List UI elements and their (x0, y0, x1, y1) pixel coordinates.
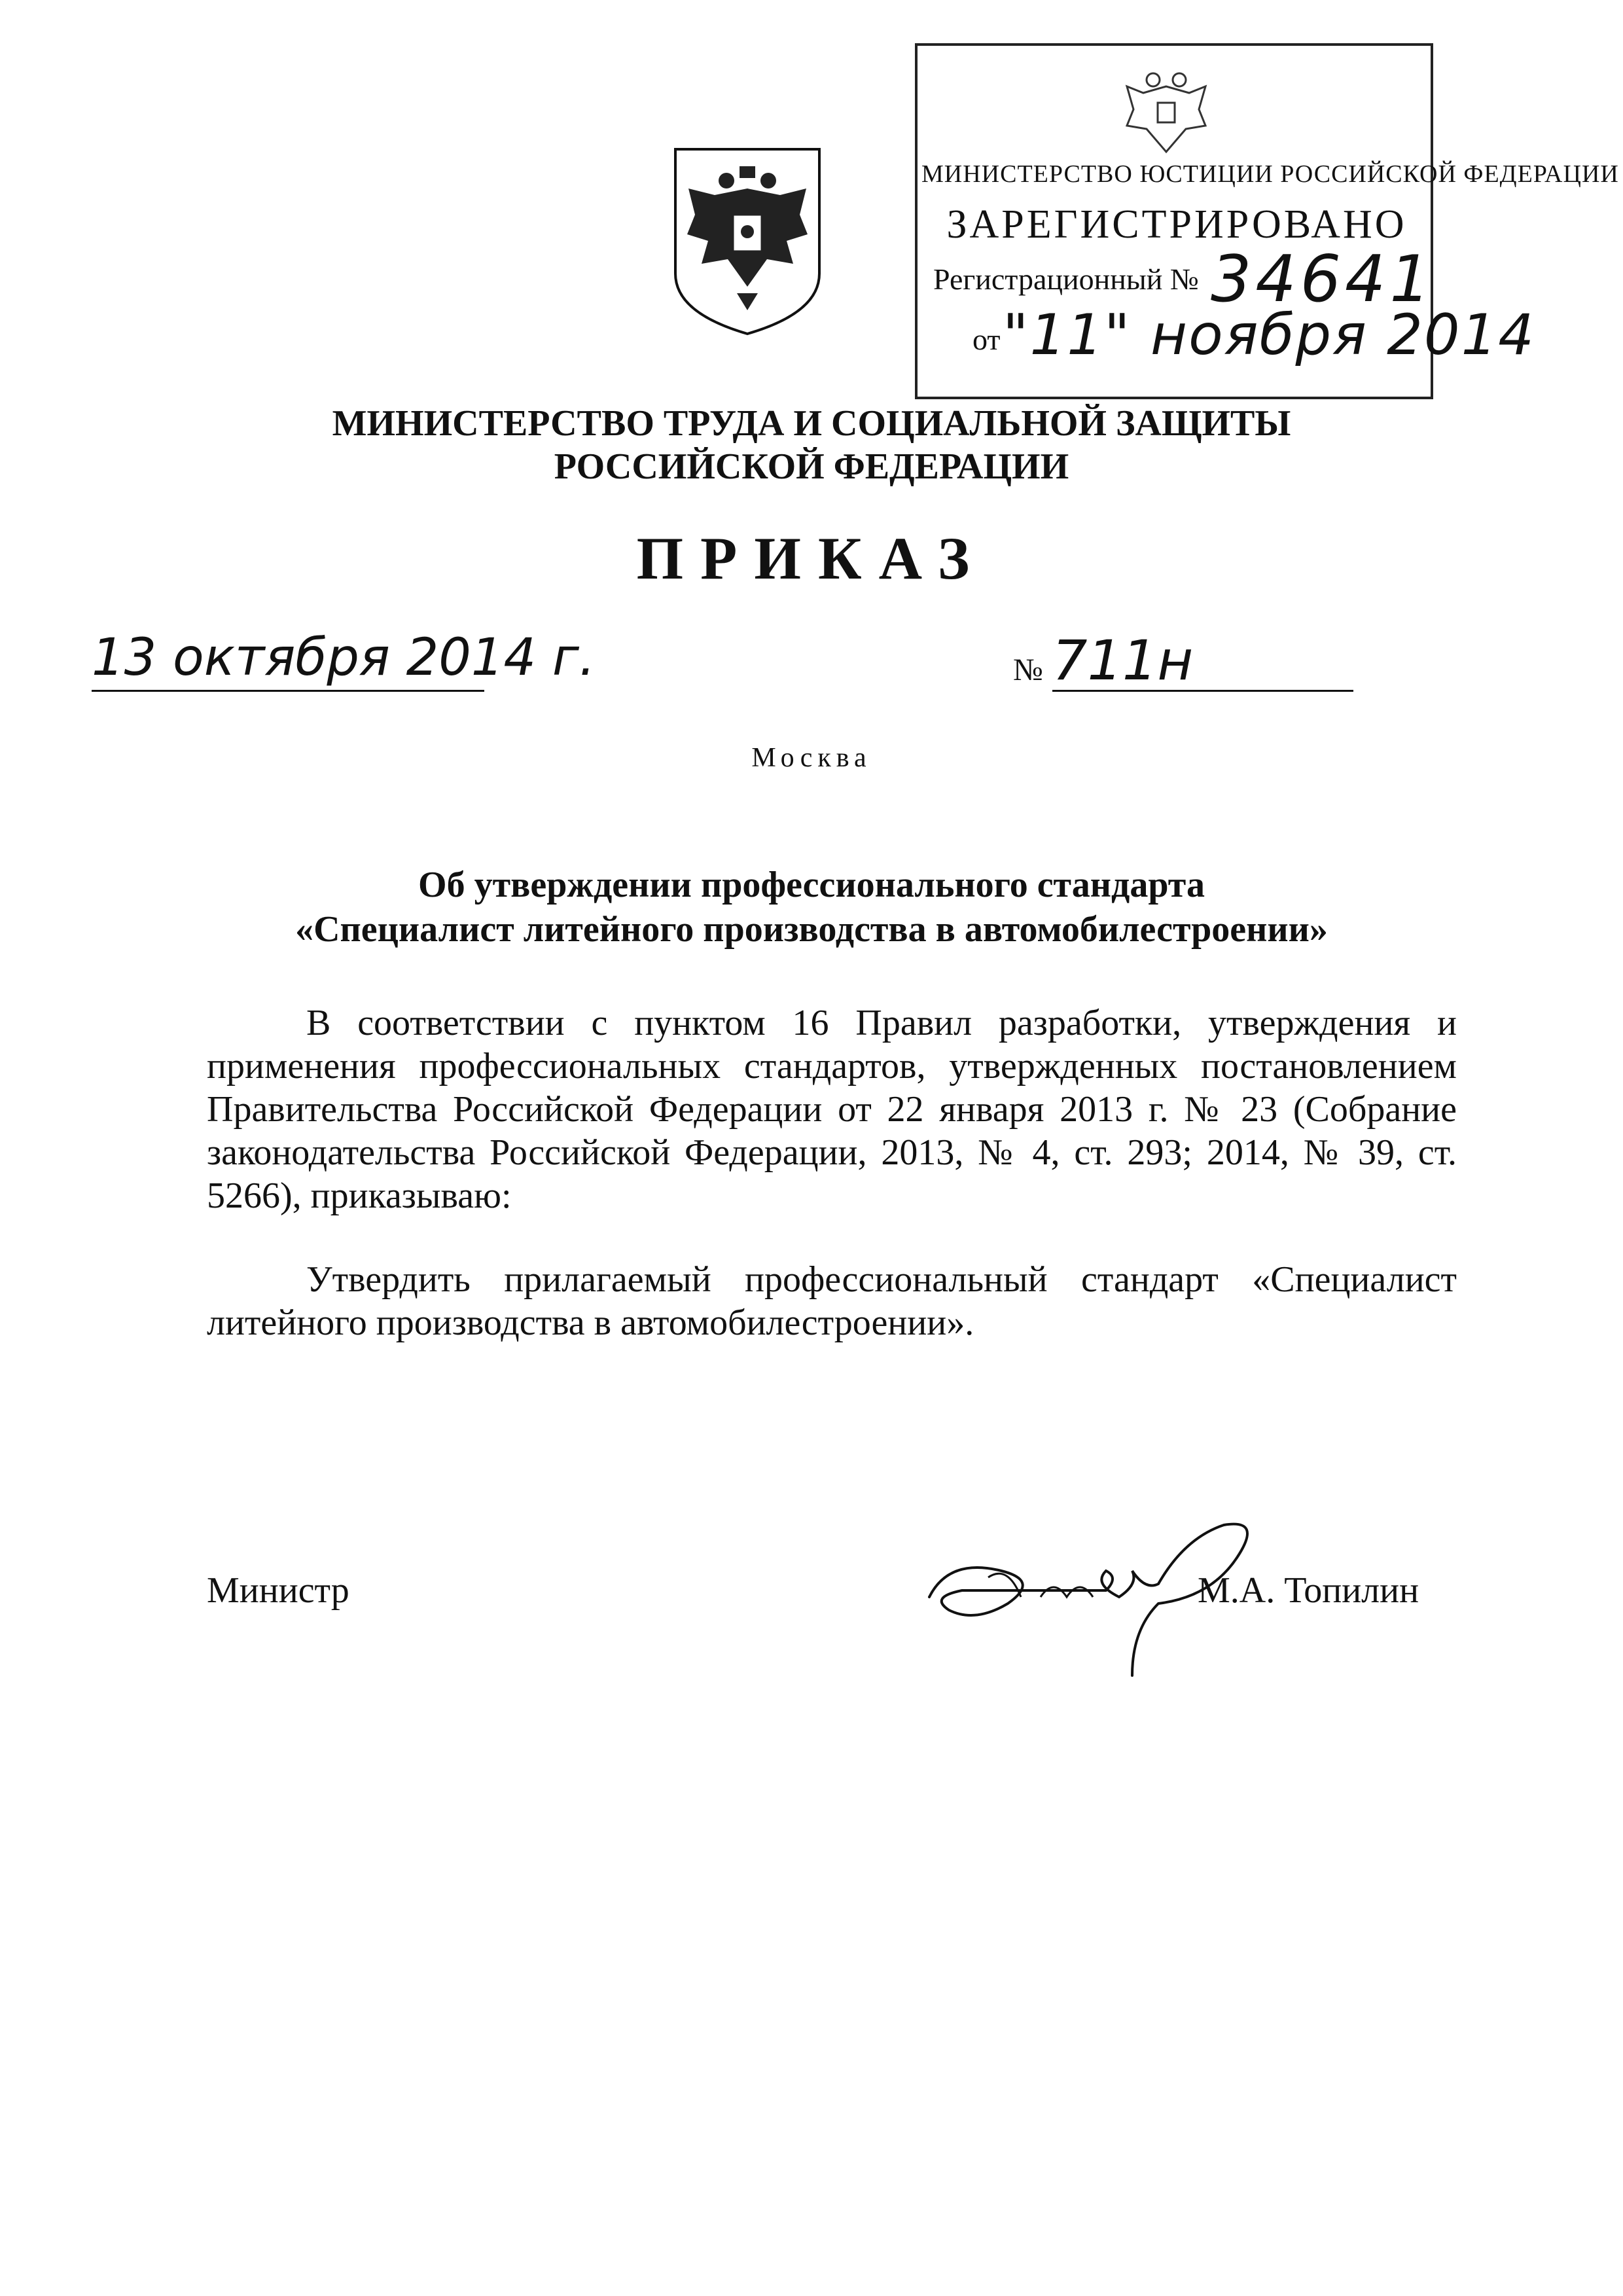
signatory-title: Министр (207, 1570, 349, 1611)
organization-heading (0, 402, 1623, 488)
registration-stamp (915, 43, 1619, 399)
body-paragraph-2: Утвердить прилагаемый профессиональный стандарт «Специалист литейного производства в автомобилестроении». (207, 1259, 1457, 1343)
body-paragraph-1: В соответствии с пунктом 16 Правил разработки, утверждения и применения профессиональных стандартов, утвержденных постановлением Правительства Российской Федерации от 22 января 2013 г. № 23 (Собрание законодательства Российской Федерации, 2013, № 4, ст. 293; 2014, № 39, ст. 5266), приказываю: (207, 1003, 1457, 1216)
organization-line-1: МИНИСТЕРСТВО ТРУДА И СОЦИАЛЬНОЙ ЗАЩИТЫ (332, 403, 1291, 444)
subject-line-1: Об утверждении профессионального стандарта (418, 865, 1205, 905)
order-number-label: № (1013, 653, 1043, 687)
organization-line-2: РОССИЙСКОЙ ФЕДЕРАЦИИ (554, 446, 1069, 487)
stamp-reg-date: "11" ноября 2014 (1003, 302, 1536, 368)
coat-of-arms-emblem (669, 143, 826, 339)
city: Москва (751, 743, 872, 773)
order-date: 13 октября 2014 г. (92, 628, 484, 692)
order-number: 711н (1052, 628, 1353, 692)
stamp-reg-label: Регистрационный № (933, 262, 1199, 296)
stamp-eagle-icon (1117, 60, 1215, 158)
stamp-ministry-name: МИНИСТЕРСТВО ЮСТИЦИИ РОССИЙСКОЙ ФЕДЕРАЦИИ (921, 160, 1619, 188)
stamp-date-label: от (972, 323, 1001, 356)
signatory-name: М.А. Топилин (1198, 1570, 1419, 1611)
subject-line-2: «Специалист литейного производства в автомобилестроении» (295, 909, 1328, 950)
stamp-status: ЗАРЕГИСТРИРОВАНО (946, 202, 1407, 247)
stamp-reg-number: 34641 (1211, 242, 1435, 317)
order-subject (0, 863, 1623, 952)
document-type-title: ПРИКАЗ (636, 525, 987, 592)
